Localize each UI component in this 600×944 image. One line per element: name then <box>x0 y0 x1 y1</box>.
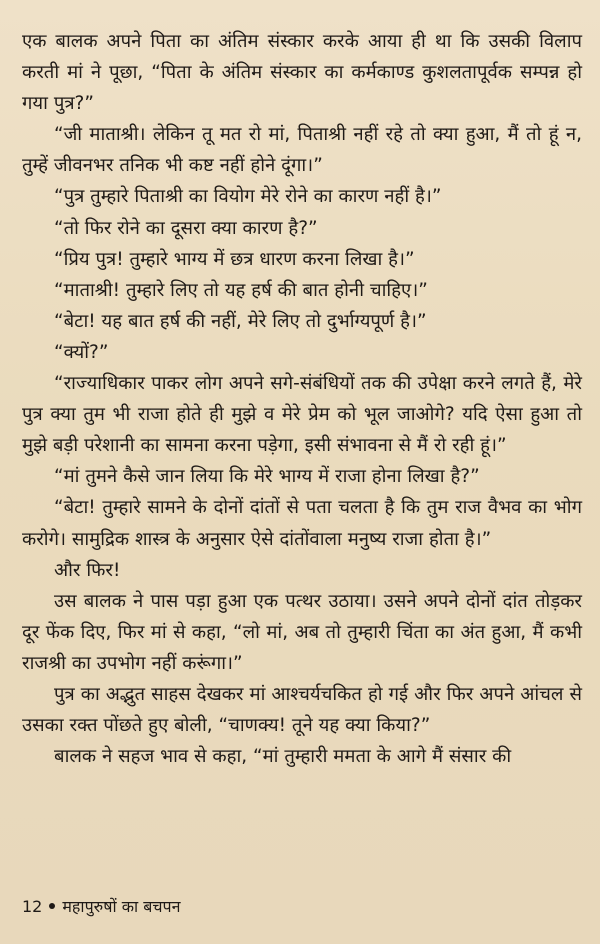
page-footer <box>22 895 180 917</box>
paragraph-opening: एक बालक अपने पिता का अंतिम संस्कार करके आया ही था कि उसकी विलाप करती मां ने पूछा, “पिता के अंतिम संस्कार का कर्मकाण्ड कुशलतापूर्वक सम्पन्न हो गया पुत्र?” <box>22 31 582 115</box>
paragraph: “क्यों?” <box>54 341 109 363</box>
paragraph: “बेटा! यह बात हर्ष की नहीं, मेरे लिए तो दुर्भाग्यपूर्ण है।” <box>54 310 427 332</box>
paragraph: “राज्याधिकार पाकर लोग अपने सगे-संबंधियों तक की उपेक्षा करने लगते हैं, मेरे पुत्र क्या तुम भी राजा होते ही मुझे व मेरे प्रेम को भूल जाओगे? यदि ऐसा हुआ तो मुझे बड़ी परेशानी का सामना करना पड़ेगा, इसी संभावना से मैं रो रही हूं।” <box>22 373 582 457</box>
page-body <box>22 26 582 772</box>
paragraph: “बेटा! तुम्हारे सामने के दोनों दांतों से पता चलता है कि तुम राज वैभव का भोग करोगे। सामुद्रिक शास्त्र के अनुसार ऐसे दांतोंवाला मनुष्य राजा होता है।” <box>22 497 582 550</box>
paragraph: “तो फिर रोने का दूसरा क्या कारण है?” <box>54 217 318 239</box>
paragraph: पुत्र का अद्भुत साहस देखकर मां आश्चर्यचकित हो गई और फिर अपने आंचल से उसका रक्त पोंछते हुए बोली, “चाणक्य! तूने यह क्या किया?” <box>22 683 582 737</box>
page-number: 12 <box>22 897 43 916</box>
paragraph: “प्रिय पुत्र! तुम्हारे भाग्य में छत्र धारण करना लिखा है।” <box>54 248 415 270</box>
paragraph-continued: बालक ने सहज भाव से कहा, “मां तुम्हारी ममता के आगे मैं संसार की <box>54 746 512 768</box>
paragraph: “मां तुमने कैसे जान लिया कि मेरे भाग्य में राजा होना लिखा है?” <box>54 466 480 488</box>
paragraph: और फिर! <box>54 559 121 581</box>
separator-dot-icon <box>49 903 55 909</box>
paragraph: “माताश्री! तुम्हारे लिए तो यह हर्ष की बात होनी चाहिए।” <box>54 279 428 301</box>
paragraph: उस बालक ने पास पड़ा हुआ एक पत्थर उठाया। उसने अपने दोनों दांत तोड़कर दूर फेंक दिए, फिर मां से कहा, “लो मां, अब तो तुम्हारी चिंता का अंत हुआ, मैं कभी राजश्री का उपभोग नहीं करूंगा।” <box>22 590 582 674</box>
book-title: महापुरुषों का बचपन <box>62 897 181 916</box>
paragraph: “पुत्र तुम्हारे पिताश्री का वियोग मेरे रोने का कारण नहीं है।” <box>54 186 442 208</box>
paragraph: “जी माताश्री। लेकिन तू मत रो मां, पिताश्री नहीं रहे तो क्या हुआ, मैं तो हूं न, तुम्हें जीवनभर तनिक भी कष्ट नहीं होने दूंगा।” <box>22 124 582 177</box>
